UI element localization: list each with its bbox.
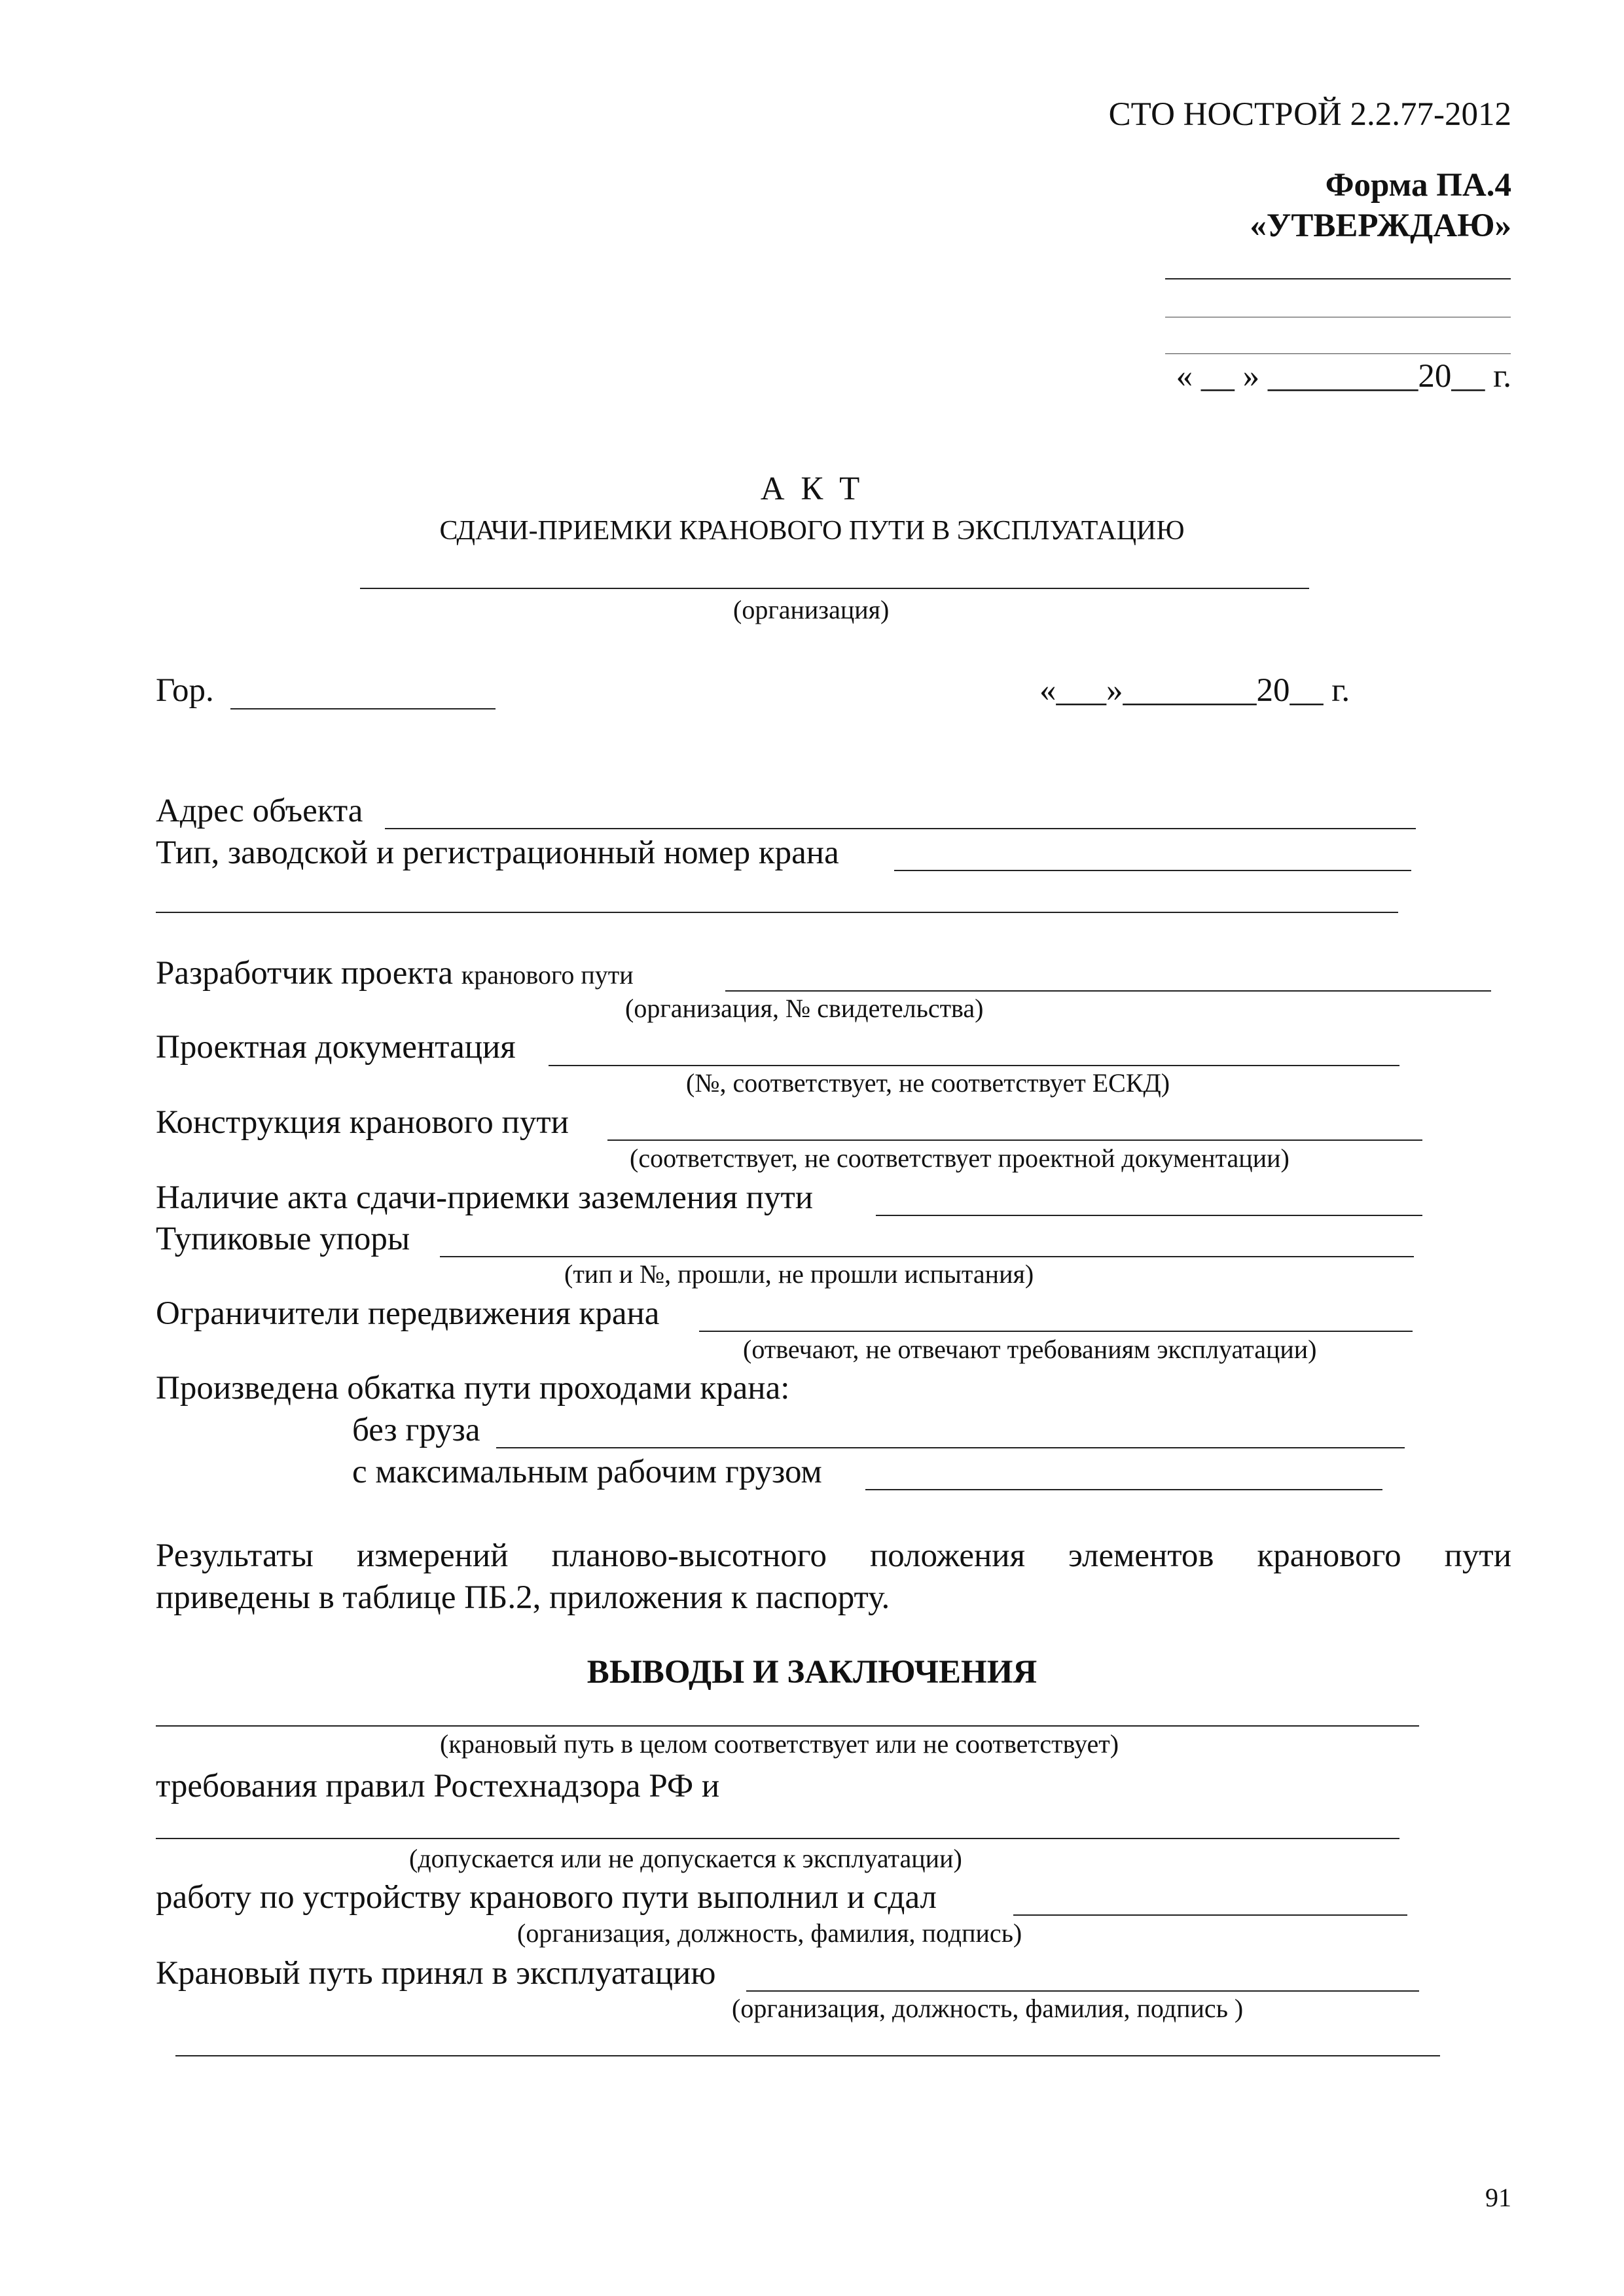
stops-field[interactable] <box>440 1256 1414 1257</box>
conclusion-field-1[interactable] <box>156 1725 1419 1727</box>
project-docs-hint: (№, соответствует, не соответствует ЕСКД) <box>686 1068 1170 1098</box>
performed-hint: (организация, должность, фамилия, подпись) <box>517 1918 1022 1948</box>
stops-label: Тупиковые упоры <box>156 1221 410 1257</box>
act-title: А К Т <box>760 471 864 507</box>
crane-type-field[interactable] <box>894 870 1411 871</box>
approve-name-line[interactable] <box>1165 353 1511 354</box>
crane-type-label: Тип, заводской и регистрационный номер крана <box>156 834 839 871</box>
project-docs-label: Проектная документация <box>156 1029 516 1066</box>
designer-label-sub: кранового пути <box>461 960 634 990</box>
max-load-label: с максимальным рабочим грузом <box>352 1454 822 1490</box>
performed-field[interactable] <box>1013 1914 1407 1916</box>
results-word: пути <box>1444 1537 1511 1574</box>
construction-hint: (соответствует, не соответствует проектной документации) <box>630 1143 1290 1173</box>
approve-date[interactable]: « __ » _________20__ г. <box>1176 358 1511 395</box>
organization-hint: (организация) <box>733 595 890 624</box>
construction-field[interactable] <box>607 1139 1422 1141</box>
city-field[interactable] <box>230 708 496 709</box>
form-number: Форма ПА.4 <box>1325 167 1511 204</box>
results-word: кранового <box>1257 1537 1401 1574</box>
results-word: измерений <box>356 1537 509 1574</box>
construction-label: Конструкция кранового пути <box>156 1104 569 1141</box>
performed-label: работу по устройству кранового пути выполнил и сдал <box>156 1879 937 1916</box>
results-word: планово-высотного <box>551 1537 827 1574</box>
stops-hint: (тип и №, прошли, не прошли испытания) <box>564 1259 1034 1289</box>
designer-hint: (организация, № свидетельства) <box>625 994 984 1023</box>
page-number: 91 <box>1485 2183 1511 2212</box>
designer-label <box>156 957 634 990</box>
address-field[interactable] <box>385 828 1416 829</box>
designer-label-main: Разработчик проекта <box>156 955 454 992</box>
grounding-field[interactable] <box>876 1215 1422 1216</box>
act-date[interactable]: «___»________20__ г. <box>1039 672 1350 709</box>
approve-heading: «УТВЕРЖДАЮ» <box>1250 207 1511 244</box>
crane-type-field-continued[interactable] <box>156 912 1398 913</box>
results-line-2: приведены в таблице ПБ.2, приложения к паспорту. <box>156 1579 890 1616</box>
accepted-field-continued[interactable] <box>175 2055 1440 2056</box>
results-word: Результаты <box>156 1537 314 1574</box>
no-load-label: без груза <box>352 1412 480 1448</box>
approve-signature-line[interactable] <box>1165 278 1511 279</box>
requirements-text: требования правил Ростехнадзора РФ и <box>156 1768 720 1804</box>
limiters-label: Ограничители передвижения крана <box>156 1295 660 1332</box>
accepted-field[interactable] <box>746 1990 1419 1992</box>
results-word: положения <box>869 1537 1026 1574</box>
limiters-field[interactable] <box>699 1331 1413 1332</box>
accepted-hint: (организация, должность, фамилия, подпись ) <box>732 1994 1244 2023</box>
results-word: элементов <box>1068 1537 1214 1574</box>
limiters-hint: (отвечают, не отвечают требованиям эксплуатации) <box>743 1335 1317 1364</box>
project-docs-field[interactable] <box>549 1065 1399 1066</box>
conclusion-hint-1: (крановый путь в целом соответствует или не соответствует) <box>440 1729 1119 1759</box>
results-line-1 <box>156 1539 1511 1573</box>
accepted-label: Крановый путь принял в эксплуатацию <box>156 1955 716 1992</box>
designer-field[interactable] <box>725 990 1491 992</box>
conclusions-heading: ВЫВОДЫ И ЗАКЛЮЧЕНИЯ <box>586 1654 1038 1691</box>
address-label: Адрес объекта <box>156 793 363 829</box>
no-load-field[interactable] <box>496 1447 1405 1448</box>
grounding-label: Наличие акта сдачи-приемки заземления пути <box>156 1179 814 1216</box>
conclusion-field-2[interactable] <box>156 1838 1399 1839</box>
run-in-label: Произведена обкатка пути проходами крана: <box>156 1370 790 1407</box>
act-subtitle: СДАЧИ-ПРИЕМКИ КРАНОВОГО ПУТИ В ЭКСПЛУАТАЦИЮ <box>439 516 1185 546</box>
conclusion-hint-2: (допускается или не допускается к эксплуатации) <box>409 1844 962 1873</box>
organization-line[interactable] <box>360 588 1309 589</box>
standard-code: СТО НОСТРОЙ 2.2.77-2012 <box>1108 96 1511 133</box>
city-label: Гор. <box>156 672 214 709</box>
max-load-field[interactable] <box>865 1489 1382 1490</box>
